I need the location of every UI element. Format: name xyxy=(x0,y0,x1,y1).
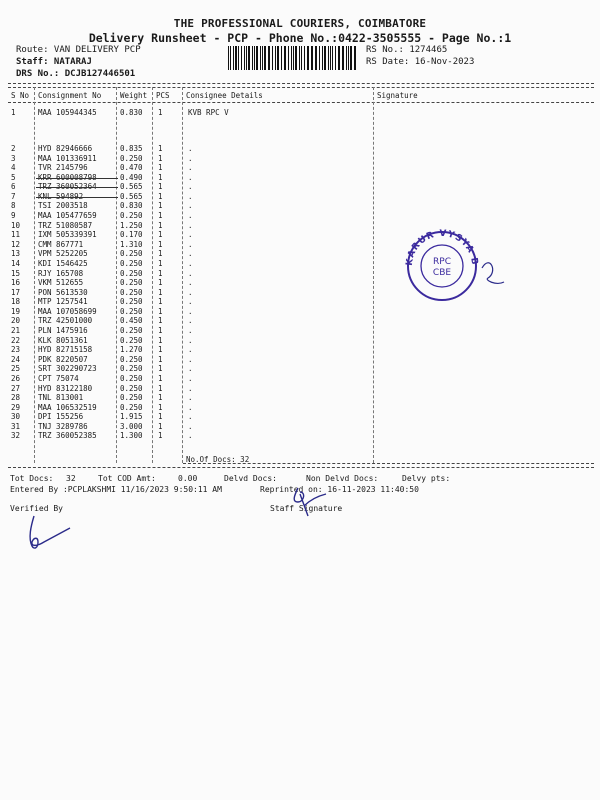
verified-by-label: Verified By xyxy=(10,504,63,513)
cell-weight: 0.490 xyxy=(120,172,143,182)
cell-sno: 8 xyxy=(11,201,16,211)
cell-cons: MAA 101336911 xyxy=(38,153,97,163)
barcode-bar xyxy=(254,46,255,70)
barcode-bar xyxy=(322,46,324,70)
cell-sno: 14 xyxy=(11,258,21,268)
barcode-bar xyxy=(238,46,240,70)
cell-sno: 13 xyxy=(11,249,21,259)
cell-weight: 0.250 xyxy=(120,393,143,403)
cell-cons: HYD 83122180 xyxy=(38,383,93,393)
rs-date: RS Date: 16-Nov-2023 xyxy=(366,57,475,67)
barcode-bar xyxy=(354,46,355,70)
cell-sno: 2 xyxy=(11,144,16,153)
cell-pcs: 1 xyxy=(158,191,163,201)
col-header-sno: S No xyxy=(11,91,30,100)
table-row xyxy=(0,297,600,306)
cell-cons: PON 5613530 xyxy=(38,287,88,297)
cell-cons: KRR 600008798 xyxy=(38,172,97,182)
cell-weight: 0.250 xyxy=(120,402,143,412)
cell-pcs: 1 xyxy=(158,316,163,326)
barcode-bar xyxy=(252,46,253,70)
table-row xyxy=(0,431,600,440)
cell-cons: MAA 105477659 xyxy=(38,211,97,221)
cell-details: . xyxy=(188,278,193,288)
cell-pcs: 1 xyxy=(158,431,163,441)
barcode-bar xyxy=(315,46,316,70)
table-row xyxy=(0,393,600,402)
cell-cons: TSI 2003518 xyxy=(38,201,88,211)
table-row xyxy=(0,249,600,258)
table-row xyxy=(0,163,600,172)
cell-cons: HYD 82715158 xyxy=(38,345,93,355)
cell-sno: 31 xyxy=(11,421,21,431)
table-row xyxy=(0,384,600,393)
staff-signature-label: Staff Signature xyxy=(270,504,343,513)
barcode-bar xyxy=(244,46,245,70)
cell-details: . xyxy=(188,326,193,336)
table-row xyxy=(0,211,600,220)
cell-details: . xyxy=(188,412,193,422)
cell-weight: 0.250 xyxy=(120,297,143,307)
cell-pcs: 1 xyxy=(158,421,163,431)
table-row xyxy=(0,336,600,345)
table-row xyxy=(0,192,600,201)
cell-cons: TNL 813001 xyxy=(38,393,84,403)
barcode-bar xyxy=(284,46,285,70)
cell-cons: PDK 8220507 xyxy=(38,354,88,364)
table-row xyxy=(0,154,600,163)
cell-details: . xyxy=(188,393,193,403)
delvd-docs: Delvd Docs: xyxy=(224,474,277,483)
table-row xyxy=(0,278,600,287)
cell-details: . xyxy=(188,220,193,230)
cell-pcs: 1 xyxy=(158,383,163,393)
barcode-bar xyxy=(228,46,229,70)
barcode-bar xyxy=(350,46,351,70)
barcode-bar xyxy=(342,46,344,70)
cell-weight: 0.250 xyxy=(120,278,143,288)
cell-pcs: 1 xyxy=(158,230,163,240)
cell-pcs: 1 xyxy=(158,412,163,422)
cell-details: . xyxy=(188,230,193,240)
cell-sno: 21 xyxy=(11,326,21,336)
cell-details: . xyxy=(188,431,193,441)
cell-pcs: 1 xyxy=(158,153,163,163)
cell-sno: 30 xyxy=(11,412,21,422)
cell-cons: TRZ 51080587 xyxy=(38,220,93,230)
table-row xyxy=(0,144,600,153)
barcode-bar xyxy=(301,46,302,70)
barcode-bar xyxy=(288,46,289,70)
bank-stamp xyxy=(400,228,508,304)
cell-sno: 18 xyxy=(11,297,21,307)
tot-cod-label: Tot COD Amt: xyxy=(98,474,156,483)
cell-details: . xyxy=(188,364,193,374)
table-row xyxy=(0,230,600,239)
cell-details: . xyxy=(188,354,193,364)
cell-details: . xyxy=(188,335,193,345)
barcode-bar xyxy=(316,46,317,70)
header-top-rule xyxy=(8,87,594,88)
no-of-docs: No.Of Docs: 32 xyxy=(186,455,250,464)
cell-weight: 0.835 xyxy=(120,144,143,153)
cell-details: . xyxy=(188,153,193,163)
cell-weight: 0.250 xyxy=(120,335,143,345)
staff-signature xyxy=(284,486,334,528)
barcode-bar xyxy=(324,46,325,70)
cell-cons: MAA 105944345 xyxy=(38,108,97,117)
table-top-rule xyxy=(8,83,594,84)
cell-weight: 0.250 xyxy=(120,326,143,336)
col-header-weight: Weight xyxy=(120,91,148,100)
table-row xyxy=(0,182,600,191)
rs-no: RS No.: 1274465 xyxy=(366,45,448,55)
cell-pcs: 1 xyxy=(158,393,163,403)
totals-rule xyxy=(8,467,594,468)
tot-docs-label: Tot Docs: xyxy=(10,474,54,483)
table-row xyxy=(0,316,600,325)
barcode-bar xyxy=(291,46,292,70)
cell-sno: 3 xyxy=(11,153,16,163)
cell-pcs: 1 xyxy=(158,172,163,182)
barcode-bar xyxy=(248,46,249,70)
table-row xyxy=(0,269,600,278)
cell-pcs: 1 xyxy=(158,278,163,288)
cell-pcs: 1 xyxy=(158,182,163,192)
staff: Staff: NATARAJ xyxy=(16,57,92,67)
cell-pcs: 1 xyxy=(158,335,163,345)
table-row xyxy=(0,364,600,373)
barcode-bar xyxy=(230,46,231,70)
barcode-bar xyxy=(319,46,320,70)
cell-pcs: 1 xyxy=(158,220,163,230)
barcode-bar xyxy=(339,46,340,70)
cell-sno: 7 xyxy=(11,191,16,201)
table-row xyxy=(0,259,600,268)
cell-cons: CMM 867771 xyxy=(38,239,84,249)
cell-cons: KDI 1546425 xyxy=(38,258,88,268)
cell-weight: 1.300 xyxy=(120,431,143,441)
cell-details: . xyxy=(188,258,193,268)
cell-sno: 6 xyxy=(11,182,16,192)
tot-docs-value: 32 xyxy=(66,474,76,483)
cell-details: . xyxy=(188,402,193,412)
table-row xyxy=(0,307,600,316)
barcode xyxy=(228,46,358,70)
cell-weight: 0.450 xyxy=(120,316,143,326)
cell-sno: 5 xyxy=(11,172,16,182)
cell-sno: 15 xyxy=(11,268,21,278)
barcode-bar xyxy=(260,46,261,70)
cell-details: . xyxy=(188,316,193,326)
cell-pcs: 1 xyxy=(158,108,163,117)
drs-no: DRS No.: DCJB127446501 xyxy=(16,69,136,79)
table-row xyxy=(0,403,600,412)
cell-details: . xyxy=(188,239,193,249)
barcode-bar xyxy=(235,46,236,70)
cell-sno: 22 xyxy=(11,335,21,345)
barcode-bar xyxy=(281,46,282,70)
cell-details: . xyxy=(188,421,193,431)
cell-weight: 1.915 xyxy=(120,412,143,422)
barcode-bar xyxy=(295,46,297,70)
cell-cons: TNJ 3289786 xyxy=(38,421,88,431)
table-row xyxy=(0,240,600,249)
barcode-bar xyxy=(277,46,279,70)
cell-cons: HYD 82946666 xyxy=(38,144,93,153)
cell-weight: 0.250 xyxy=(120,268,143,278)
barcode-bar xyxy=(304,46,305,70)
cell-details: . xyxy=(188,201,193,211)
table-row xyxy=(0,201,600,210)
cell-details: . xyxy=(188,383,193,393)
cell-weight: 0.250 xyxy=(120,354,143,364)
strikethrough-line xyxy=(36,187,118,188)
cell-cons: MAA 107058699 xyxy=(38,306,97,316)
col-header-pcs: PCS xyxy=(156,91,170,100)
cell-cons: MTP 1257541 xyxy=(38,297,88,307)
table-row xyxy=(0,374,600,383)
cell-details: . xyxy=(188,211,193,221)
cell-cons: MAA 106532519 xyxy=(38,402,97,412)
cell-details: . xyxy=(188,191,193,201)
cell-sno: 25 xyxy=(11,364,21,374)
table-row xyxy=(0,221,600,230)
strikethrough-line xyxy=(36,178,118,179)
cell-weight: 0.250 xyxy=(120,249,143,259)
cell-sno: 23 xyxy=(11,345,21,355)
barcode-bar xyxy=(348,46,349,70)
tot-cod-value: 0.00 xyxy=(178,474,198,483)
barcode-bar xyxy=(264,46,265,70)
barcode-bar xyxy=(346,46,347,70)
cell-cons: SRT 302290723 xyxy=(38,364,97,374)
cell-sno: 10 xyxy=(11,220,21,230)
cell-cons: PLN 1475916 xyxy=(38,326,88,336)
barcode-bar xyxy=(330,46,331,70)
cell-sno: 12 xyxy=(11,239,21,249)
cell-pcs: 1 xyxy=(158,354,163,364)
cell-weight: 1.310 xyxy=(120,239,143,249)
cell-details: . xyxy=(188,144,193,153)
cell-sno: 17 xyxy=(11,287,21,297)
cell-details: . xyxy=(188,163,193,173)
cell-weight: 1.270 xyxy=(120,345,143,355)
reprinted-on: Reprinted on: 16-11-2023 11:40:50 xyxy=(260,485,419,494)
cell-cons: RJY 165708 xyxy=(38,268,84,278)
barcode-bar xyxy=(335,46,336,70)
cell-pcs: 1 xyxy=(158,163,163,173)
cell-pcs: 1 xyxy=(158,306,163,316)
cell-pcs: 1 xyxy=(158,297,163,307)
cell-details: . xyxy=(188,249,193,259)
cell-sno: 20 xyxy=(11,316,21,326)
cell-weight: 0.170 xyxy=(120,230,143,240)
runsheet-title: Delivery Runsheet - PCP - Phone No.:0422-3505555 - Page No.:1 xyxy=(88,31,512,45)
cell-sno: 29 xyxy=(11,402,21,412)
company-name: THE PROFESSIONAL COURIERS, COIMBATORE xyxy=(173,17,427,30)
cell-sno: 16 xyxy=(11,278,21,288)
cell-weight: 0.250 xyxy=(120,153,143,163)
cell-sno: 1 xyxy=(11,108,16,117)
cell-pcs: 1 xyxy=(158,326,163,336)
barcode-bar xyxy=(311,46,312,70)
barcode-bar xyxy=(269,46,270,70)
cell-cons: TRZ 360052364 xyxy=(38,182,97,192)
barcode-bar xyxy=(246,46,247,70)
cell-weight: 0.565 xyxy=(120,191,143,201)
table-row xyxy=(0,173,600,182)
cell-weight: 3.000 xyxy=(120,421,143,431)
cell-cons: TRZ 360052385 xyxy=(38,431,97,441)
col-header-signature: Signature xyxy=(377,91,418,100)
cell-cons: TVR 2145796 xyxy=(38,163,88,173)
barcode-bar xyxy=(307,46,308,70)
stamp-line1: RPC xyxy=(433,257,451,267)
route: Route: VAN DELIVERY PCP xyxy=(16,45,141,55)
cell-sno: 27 xyxy=(11,383,21,393)
cell-details: . xyxy=(188,268,193,278)
cell-cons: KNL 594892 xyxy=(38,191,84,201)
stamp-graphic xyxy=(400,228,508,304)
barcode-bar xyxy=(355,46,356,70)
cell-weight: 0.250 xyxy=(120,383,143,393)
cell-sno: 24 xyxy=(11,354,21,364)
cell-pcs: 1 xyxy=(158,249,163,259)
header-bottom-rule xyxy=(8,102,594,103)
cell-weight: 0.250 xyxy=(120,306,143,316)
non-delvd-docs: Non Delvd Docs: xyxy=(306,474,379,483)
cell-cons: DPI 155256 xyxy=(38,412,84,422)
cell-sno: 19 xyxy=(11,306,21,316)
delvy-pts: Delvy pts: xyxy=(402,474,451,483)
cell-pcs: 1 xyxy=(158,287,163,297)
cell-pcs: 1 xyxy=(158,201,163,211)
stamp-ring-text: KARUR VYSYA B xyxy=(404,228,480,267)
cell-sno: 4 xyxy=(11,163,16,173)
cell-weight: 1.250 xyxy=(120,220,143,230)
cell-weight: 0.250 xyxy=(120,287,143,297)
cell-weight: 0.470 xyxy=(120,163,143,173)
cell-sno: 32 xyxy=(11,431,21,441)
cell-details: . xyxy=(188,172,193,182)
cell-cons: CPT 75074 xyxy=(38,373,79,383)
cell-weight: 0.830 xyxy=(120,201,143,211)
barcode-bar xyxy=(328,46,329,70)
cell-pcs: 1 xyxy=(158,211,163,221)
cell-details: . xyxy=(188,345,193,355)
cell-cons: TRZ 42501000 xyxy=(38,316,93,326)
cell-details: KVB RPC V xyxy=(188,108,229,117)
cell-pcs: 1 xyxy=(158,239,163,249)
verified-signature xyxy=(22,512,77,552)
cell-sno: 9 xyxy=(11,211,16,221)
cell-details: . xyxy=(188,306,193,316)
cell-weight: 0.250 xyxy=(120,373,143,383)
cell-pcs: 1 xyxy=(158,345,163,355)
col-header-consignment: Consignment No xyxy=(38,91,102,100)
cell-details: . xyxy=(188,373,193,383)
entered-by: Entered By :PCPLAKSHMI 11/16/2023 9:50:11 AM xyxy=(10,485,222,494)
barcode-bar xyxy=(256,46,258,70)
barcode-bar xyxy=(285,46,286,70)
barcode-bar xyxy=(275,46,276,70)
cell-details: . xyxy=(188,182,193,192)
cell-sno: 11 xyxy=(11,230,21,240)
table-row xyxy=(0,288,600,297)
cell-sno: 28 xyxy=(11,393,21,403)
cell-weight: 0.830 xyxy=(120,108,143,117)
cell-cons: KLK 8051361 xyxy=(38,335,88,345)
table-row xyxy=(0,326,600,335)
cell-weight: 0.250 xyxy=(120,364,143,374)
barcode-bar xyxy=(332,46,333,70)
table-row xyxy=(0,345,600,354)
cell-weight: 0.250 xyxy=(120,258,143,268)
table-row xyxy=(0,355,600,364)
barcode-bar xyxy=(262,46,263,70)
cell-pcs: 1 xyxy=(158,268,163,278)
cell-weight: 0.565 xyxy=(120,182,143,192)
cell-pcs: 1 xyxy=(158,144,163,153)
barcode-bar xyxy=(308,46,309,70)
barcode-bar xyxy=(272,46,273,70)
barcode-bar xyxy=(241,46,242,70)
col-header-consignee: Consignee Details xyxy=(186,91,263,100)
cell-pcs: 1 xyxy=(158,364,163,374)
cell-sno: 26 xyxy=(11,373,21,383)
cell-pcs: 1 xyxy=(158,402,163,412)
barcode-bar xyxy=(293,46,294,70)
cell-cons: VKM 512655 xyxy=(38,278,84,288)
cell-details: . xyxy=(188,297,193,307)
cell-weight: 0.250 xyxy=(120,211,143,221)
barcode-bar xyxy=(233,46,234,70)
barcode-bar xyxy=(299,46,300,70)
table-row xyxy=(0,412,600,421)
cell-cons: IXM 505339391 xyxy=(38,230,97,240)
table-row xyxy=(0,422,600,431)
cell-pcs: 1 xyxy=(158,258,163,268)
cell-cons: VPM 5252205 xyxy=(38,249,88,259)
cell-details: . xyxy=(188,287,193,297)
barcode-bar xyxy=(268,46,269,70)
barcode-bar xyxy=(338,46,339,70)
cell-pcs: 1 xyxy=(158,373,163,383)
table-row xyxy=(0,108,600,117)
strikethrough-line xyxy=(36,197,118,198)
stamp-line2: CBE xyxy=(432,268,452,278)
